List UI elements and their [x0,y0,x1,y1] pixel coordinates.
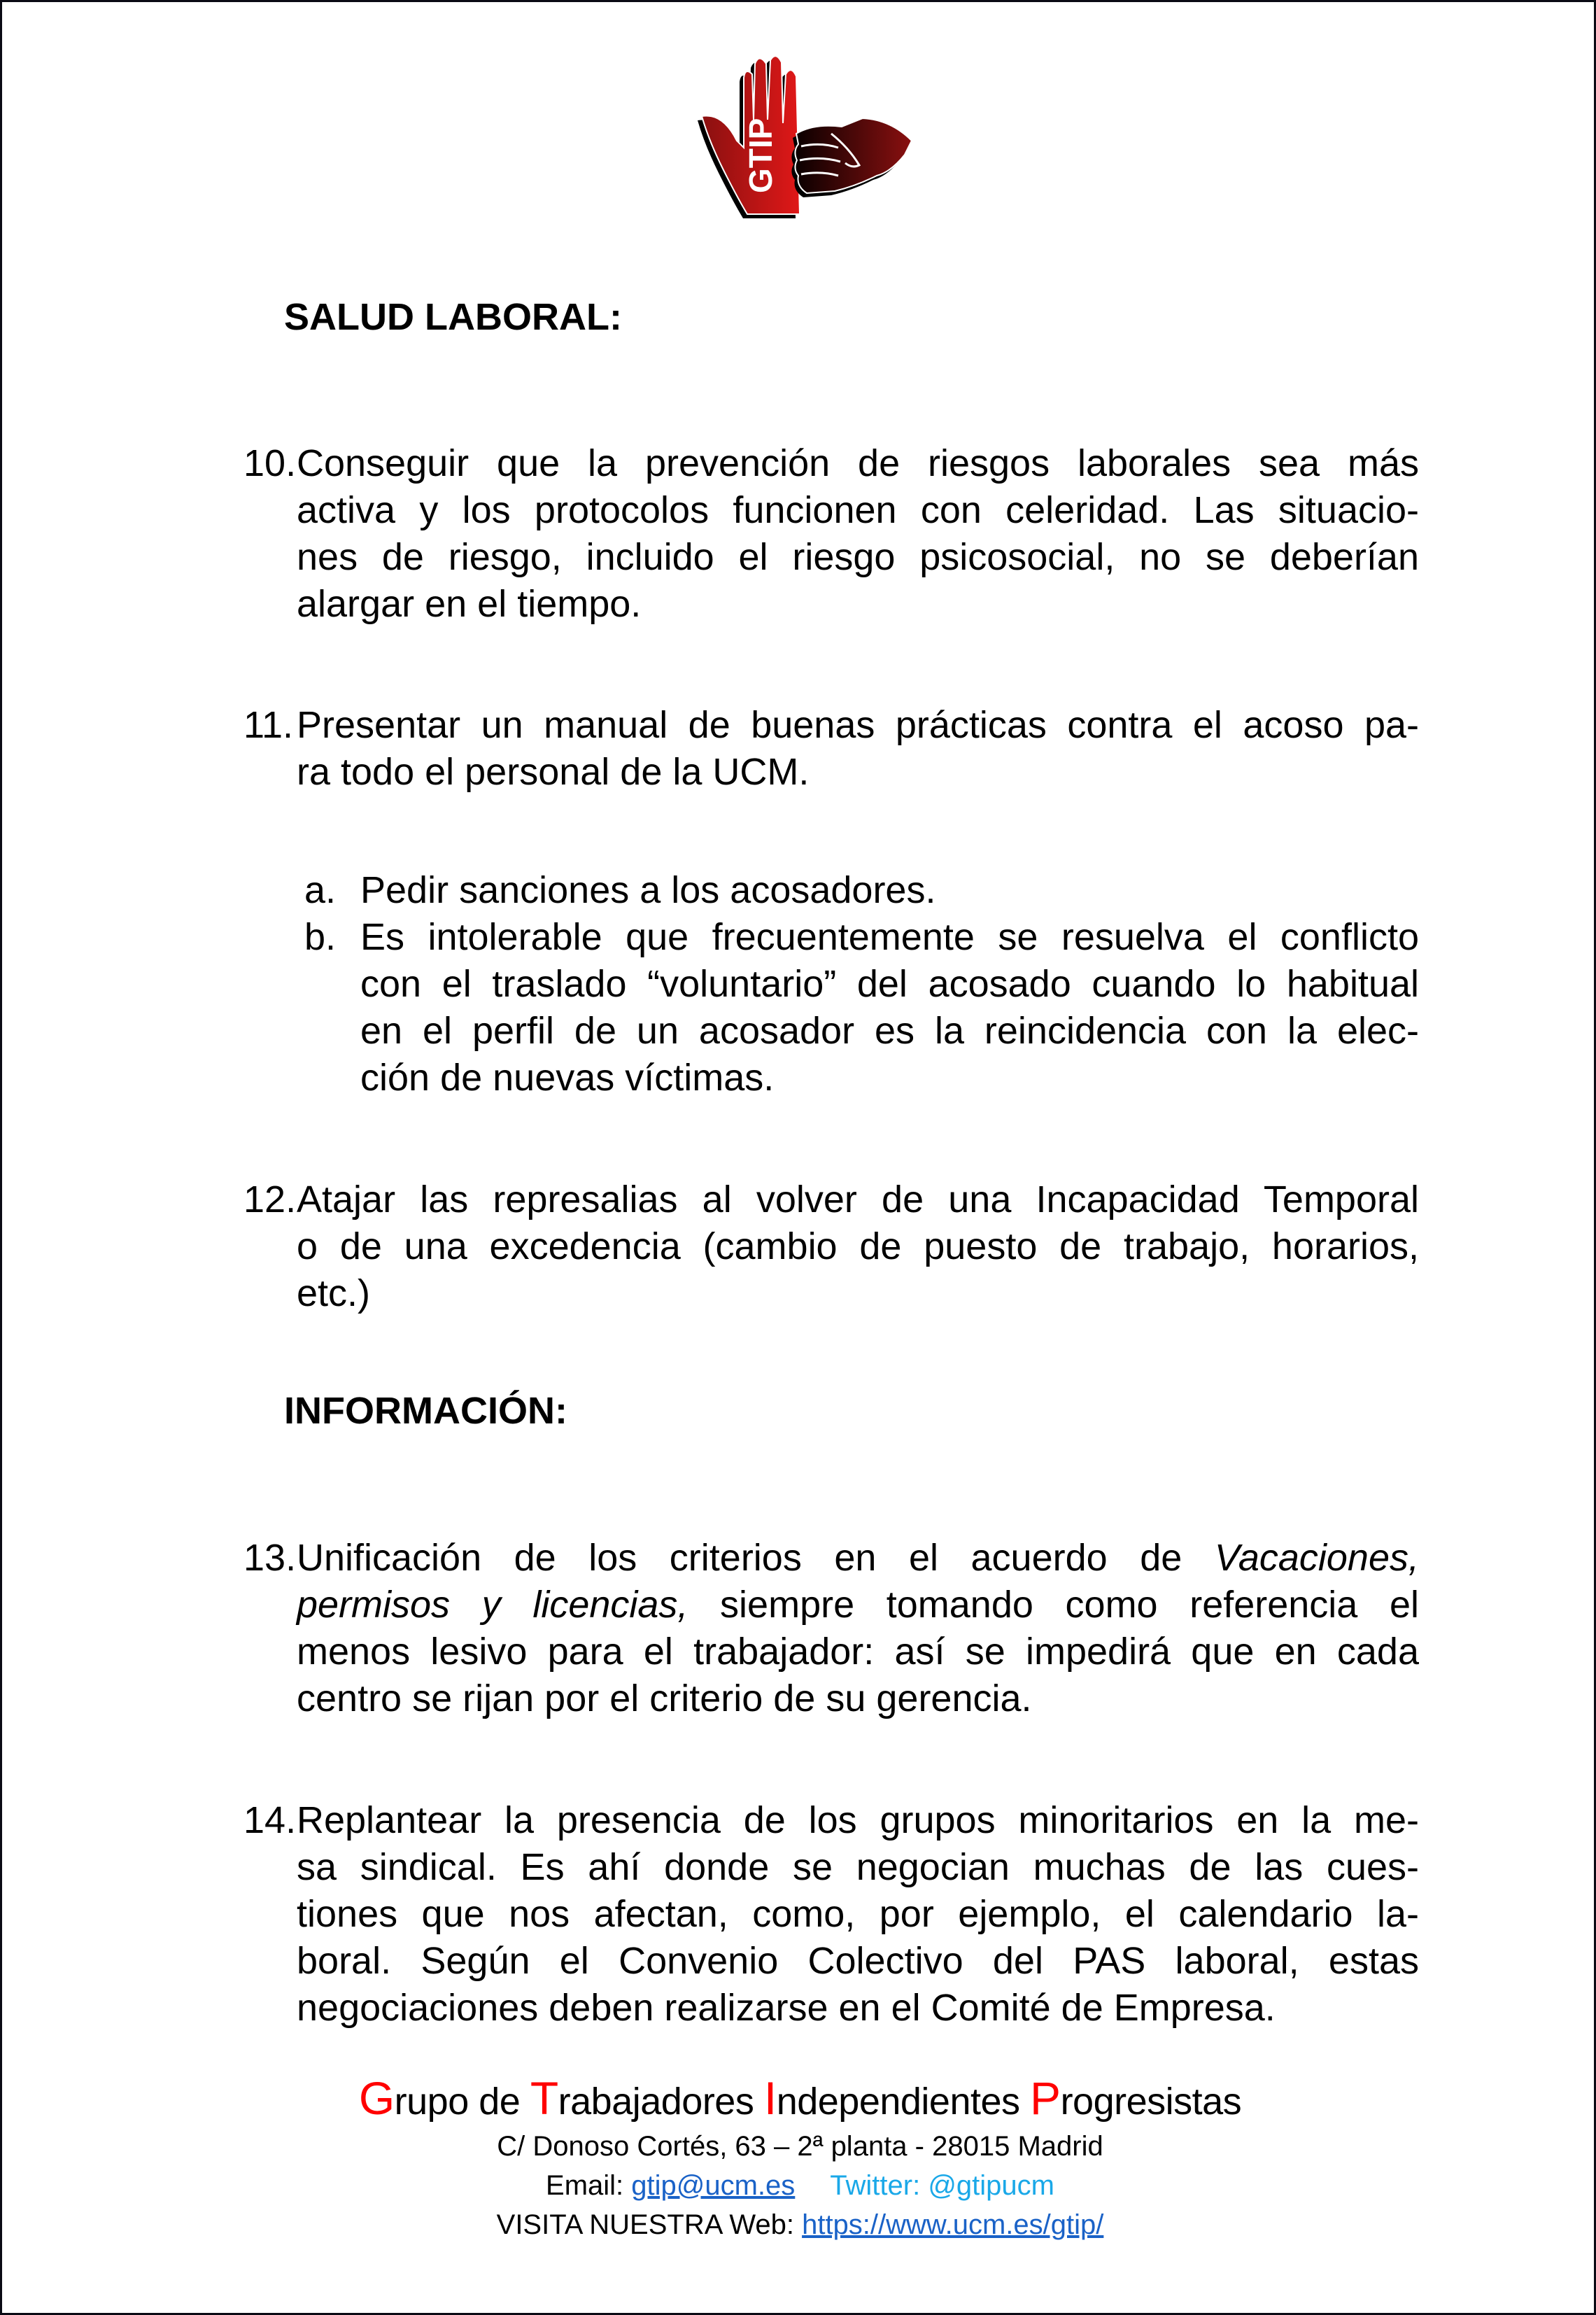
sub-item-letter: a. [304,869,337,911]
org-name-part: rupo de [394,2081,530,2123]
address: C/ Donoso Cortés, 63 – 2ª planta - 28015 Madrid [497,2131,1103,2162]
item-text-line: ra todo el personal de la UCM. [297,751,810,793]
org-name-part: rogresistas [1060,2081,1242,2123]
sub-list-item-a [304,867,1419,914]
list-item-12 [243,1176,1419,1317]
item-text-line: o de una excedencia (cambio de puesto de trabajo, horarios, [297,1225,1419,1267]
item-text-line [297,1582,1419,1628]
sub-item-text-line: Pedir sanciones a los acosadores. [360,869,936,911]
org-initial: I [763,2072,777,2124]
item-text-line: centro se rijan por el criterio de su gerencia. [297,1677,1032,1719]
contact-line [2,2166,1596,2205]
item-text-line: Atajar las represalias al volver de una Incapacidad Temporal [297,1178,1419,1220]
item-text-line: Presentar un manual de buenas prácticas contra el acoso pa- [297,704,1419,746]
section-heading-informacion: INFORMACIÓN: [284,1390,567,1432]
item-text-line [297,1535,1419,1582]
item-text: Unificación de los criterios en el acuerdo de [297,1537,1215,1579]
section-heading-salud-laboral: SALUD LABORAL: [284,296,622,338]
item-text-line: etc.) [297,1272,371,1314]
item-text-line: Replantear la presencia de los grupos minoritarios en la me- [297,1799,1419,1841]
web-line [2,2205,1596,2244]
list-item-13 [243,1535,1419,1722]
sub-item-text-line: en el perfil de un acosador es la reincidencia con la elec- [360,1010,1419,1052]
org-initial: T [530,2072,558,2124]
sub-item-text-line: ción de nuevas víctimas. [360,1057,775,1099]
web-link[interactable]: https://www.ucm.es/gtip/ [802,2209,1104,2240]
web-label: VISITA NUESTRA Web: [496,2209,803,2240]
item-text-line: tiones que nos afectan, como, por ejemplo, el calendario la- [297,1893,1419,1935]
list-item-11 [243,702,1419,796]
logo-text: GTIP [742,118,779,193]
sub-list-item-b [304,914,1419,1102]
twitter-handle[interactable]: Twitter: @gtipucm [830,2170,1054,2201]
item-number: 12. [243,1178,297,1220]
list-item-10 [243,440,1419,628]
item-number: 14. [243,1799,297,1841]
item-text-line: Conseguir que la prevención de riesgos laborales sea más [297,442,1419,484]
item-text-line: boral. Según el Convenio Colectivo del PAS laboral, estas [297,1940,1419,1982]
item-text-line: negociaciones deben realizarse en el Comité de Empresa. [297,1987,1276,2029]
item-text-italic: Vacaciones, [1214,1537,1419,1579]
item-text-line: menos lesivo para el trabajador: así se impedirá que en cada [297,1631,1419,1673]
email-link[interactable]: gtip@ucm.es [631,2170,796,2201]
item-text: siempre tomando como referencia el [688,1584,1420,1626]
sub-item-letter: b. [304,916,337,958]
org-initial: P [1030,2072,1061,2124]
email-label: Email: [546,2170,632,2201]
organization-name [2,2072,1596,2124]
sub-item-text-line: Es intolerable que frecuentemente se resuelva el conflicto [360,916,1419,958]
item-text-line: sa sindical. Es ahí donde se negocian muchas de las cues- [297,1846,1419,1888]
gtip-logo [681,36,919,225]
item-number: 11. [243,704,294,746]
item-text-line: nes de riesgo, incluido el riesgo psicosocial, no se deberían [297,536,1419,578]
item-text-line: activa y los protocolos funcionen con celeridad. Las situacio- [297,489,1419,531]
sub-item-text-line: con el traslado “voluntario” del acosado cuando lo habitual [360,963,1419,1005]
item-number: 13. [243,1537,297,1579]
item-text-line: alargar en el tiempo. [297,583,642,625]
org-name-part: ndependientes [776,2081,1031,2123]
list-item-14 [243,1797,1419,2032]
item-text-italic: permisos y licencias, [297,1584,688,1626]
item-number: 10. [243,442,297,484]
footer [2,2072,1596,2244]
org-name-part: rabajadores [558,2081,764,2123]
org-initial: G [358,2072,395,2124]
